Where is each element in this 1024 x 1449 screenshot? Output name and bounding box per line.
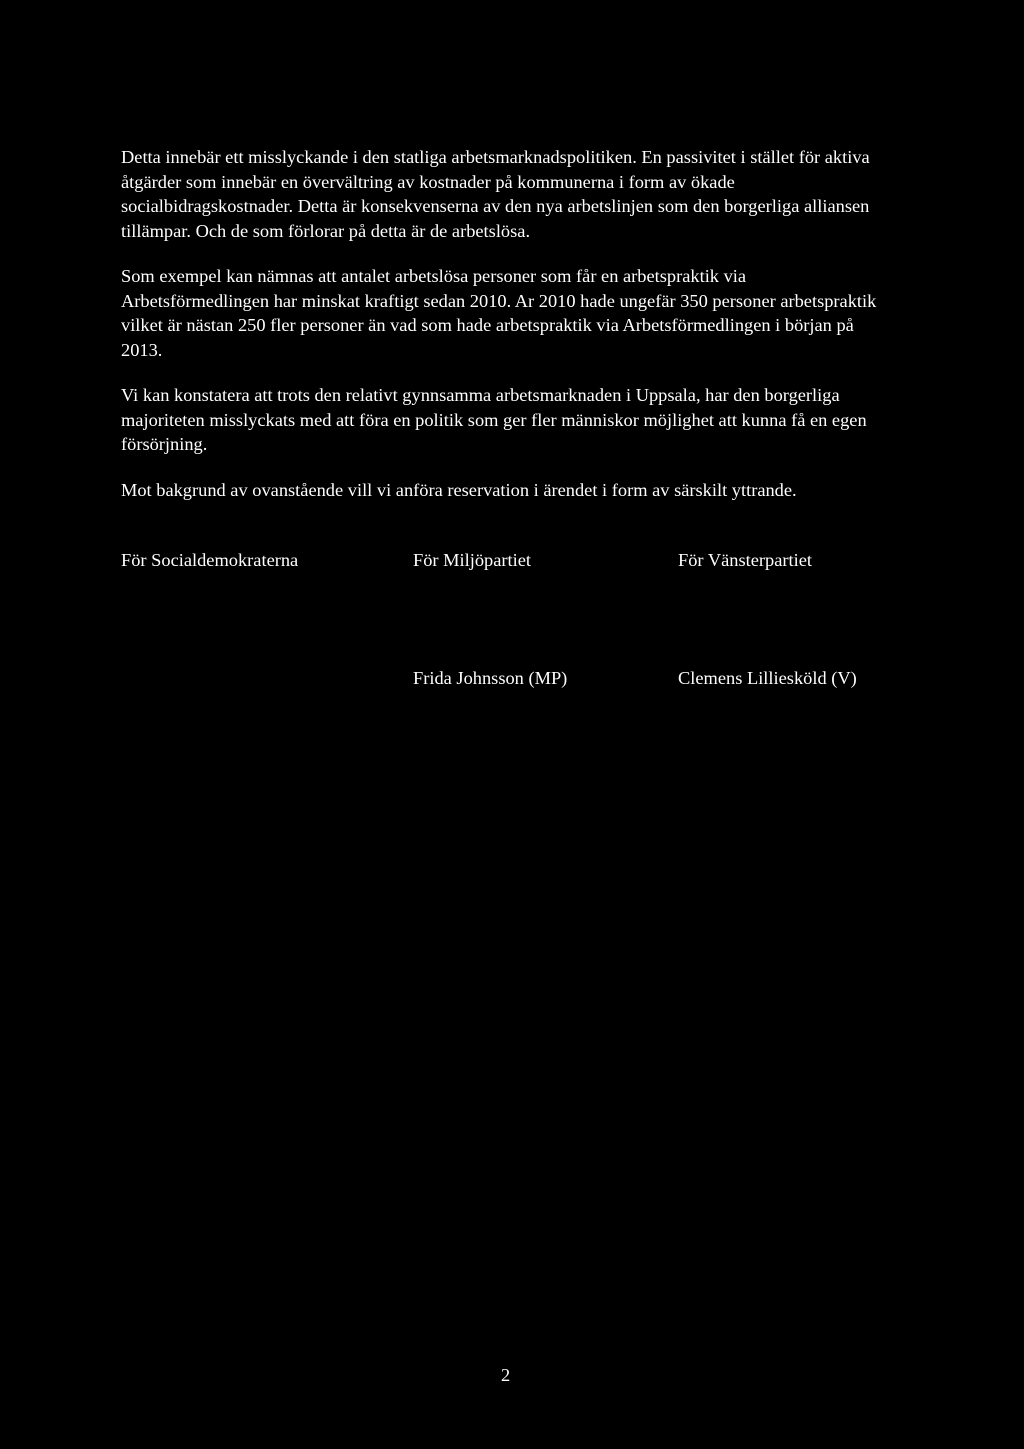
paragraph-uppsala-konstaterande: Vi kan konstatera att trots den relativt gynnsamma arbetsmarknaden i Uppsala, har den borgerliga majoriteten misslyckats med att föra en politik som ger fler människor möjlighet att kunna få en egen försörjning. [121, 385, 867, 454]
paragraph-arbetspraktik-exempel: Som exempel kan nämnas att antalet arbetslösa personer som får en arbetspraktik via Arbetsförmedlingen har minskat kraftigt sedan 2010. Ar 2010 hade ungefär 350 personer arbetspraktik vilket är nästan 250 fler personer än vad som hade arbetspraktik via Arbetsförmedlingen i början på 2013. [121, 266, 877, 360]
signature-name-vansterpartiet: Clemens Lilliesköld (V) [678, 668, 857, 688]
paragraph-misslyckande: Detta innebär ett misslyckande i den statliga arbetsmarknadspolitiken. En passivitet i stället för aktiva åtgärder som innebär en övervältring av kostnader på kommunerna i form av ökade socialbidragskostnader. Detta är konsekvenserna av den nya arbetslinjen som den borgerliga alliansen tillämpar. Och de som förlorar på detta är de arbetslösa. [121, 147, 870, 241]
paragraph-reservation: Mot bakgrund av ovanstående vill vi anföra reservation i ärendet i form av särskilt yttrande. [121, 480, 797, 500]
signature-party-vansterpartiet: För Vänsterpartiet [678, 550, 812, 570]
page-number: 2 [501, 1365, 511, 1385]
signature-name-miljopartiet: Frida Johnsson (MP) [413, 668, 568, 688]
signature-party-miljopartiet: För Miljöpartiet [413, 550, 531, 570]
signature-party-socialdemokraterna: För Socialdemokraterna [121, 550, 299, 570]
